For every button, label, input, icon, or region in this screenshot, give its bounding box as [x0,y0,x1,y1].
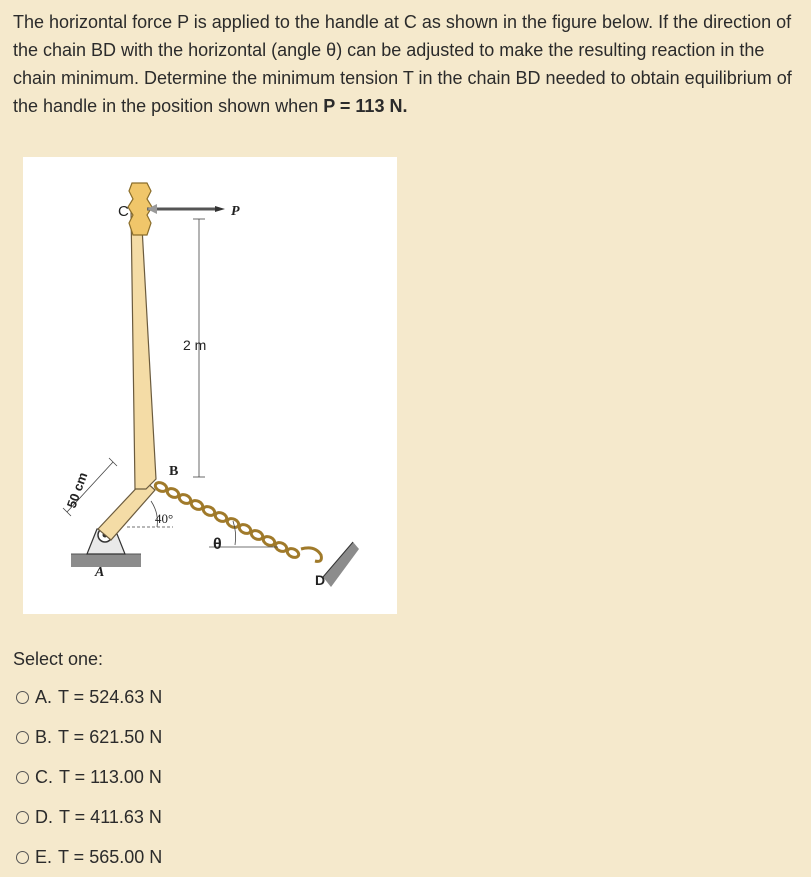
option-b[interactable] [16,717,162,757]
handle-body [131,209,156,489]
option-a-text: T = 524.63 N [58,686,163,707]
ground-base [71,554,141,567]
option-b-text: T = 621.50 N [58,726,163,747]
label-c: C [118,203,129,220]
option-d[interactable] [16,797,162,837]
question-text [13,8,803,120]
option-c-letter: C. [35,766,53,787]
answer-options [16,677,162,877]
option-b-letter: B. [35,726,53,747]
option-c-text: T = 113.00 N [59,766,162,787]
select-one-label: Select one: [13,649,104,669]
option-d-text: T = 411.63 N [59,806,162,827]
hook-d [301,548,321,562]
option-e-text: T = 565.00 N [58,846,163,867]
label-50cm: 50 cm [63,470,91,511]
radio-b-icon[interactable] [16,731,29,744]
radio-d-icon[interactable] [16,811,29,824]
option-a[interactable] [16,677,162,717]
option-e-letter: E. [35,846,53,867]
question-force-value: P = 113 N. [323,96,408,116]
label-b: B [169,464,179,479]
option-a-letter: A. [35,686,53,707]
question-body: The horizontal force P is applied to the handle at C as shown in the figure below. If the direction of the chain BD with the horizontal (angle θ) can be adjusted to make the resulting reaction in the chain minimum. Determine the minimum tension T in the chain BD needed to obtain equilibrium of the handle in the position shown when [13,12,792,116]
label-d: D [315,572,326,588]
label-40-degree: 40° [155,511,174,526]
option-c[interactable] [16,757,162,797]
option-d-letter: D. [35,806,53,827]
label-theta: θ [213,536,222,553]
radio-a-icon[interactable] [16,691,29,704]
handle-chain-figure [23,157,397,614]
option-e[interactable] [16,837,162,877]
radio-c-icon[interactable] [16,771,29,784]
radio-e-icon[interactable] [16,851,29,864]
label-a: A [95,565,105,580]
chain-bd [154,481,300,559]
label-2m: 2 m [183,337,207,353]
label-p: P [231,204,240,219]
wall-d [323,542,359,587]
